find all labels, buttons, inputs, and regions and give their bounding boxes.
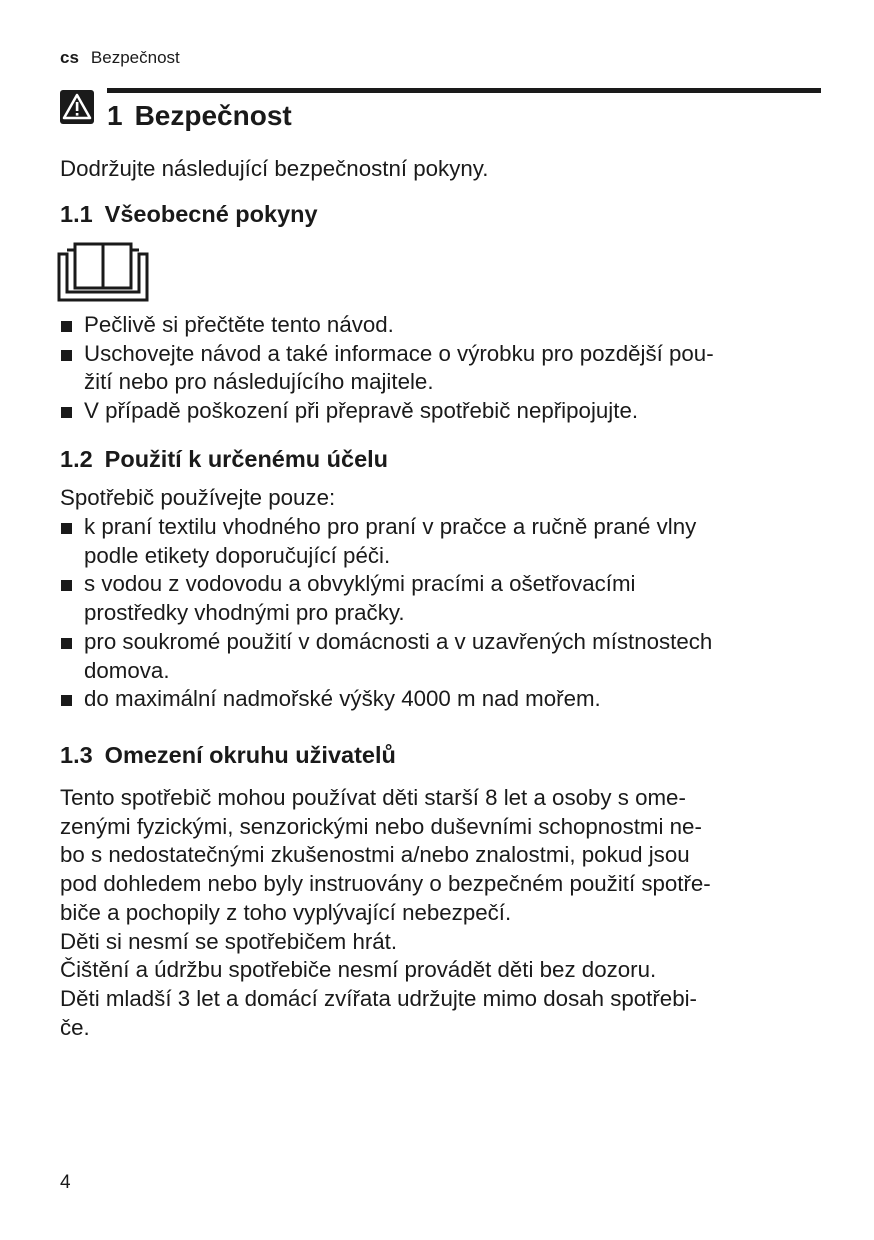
text-line: Čištění a údržbu spotřebiče nesmí provádět děti bez dozoru. [60, 957, 657, 983]
book-icon [57, 240, 149, 307]
bullet-list [60, 513, 712, 714]
list-item [60, 311, 714, 340]
section-lead: Spotřebič používejte pouze: [60, 485, 336, 510]
text-line: pro soukromé použití v domácnosti a v uzavřených místnostech [84, 628, 713, 654]
text-line: Tento spotřebič mohou používat děti starší 8 let a osoby s ome- [60, 785, 686, 810]
text-line: s vodou z vodovodu a obvyklými pracími a ošetřovacími [84, 571, 636, 597]
text-line: Uschovejte návod a také informace o výrobku pro pozdější pou- [84, 340, 714, 366]
chapter-rule [107, 88, 821, 93]
text-line: žití nebo pro následujícího majitele. [84, 369, 434, 395]
section-title: 1.2 Použití k určenému účelu [60, 446, 389, 472]
text-line: Pečlivě si přečtěte tento návod. [84, 312, 394, 337]
list-item [60, 570, 712, 627]
list-item [60, 513, 712, 570]
bullet-list [60, 311, 714, 426]
warning-icon [60, 90, 94, 124]
list-item [60, 397, 714, 426]
text-line: k praní textilu vhodného pro praní v pračce a ručně prané vlny [84, 514, 697, 539]
paragraph [60, 784, 711, 1042]
section-title: 1.1 Všeobecné pokyny [60, 201, 318, 227]
text-line: podle etikety doporučující péči. [84, 542, 391, 568]
list-item [60, 340, 714, 397]
chapter-intro: Dodržujte následující bezpečnostní pokyny. [60, 156, 489, 181]
running-header: cs Bezpečnost [60, 48, 180, 67]
text-line: če. [60, 1014, 90, 1040]
page-number: 4 [60, 1172, 71, 1193]
text-line: V případě poškození při přepravě spotřebič nepřipojujte. [84, 398, 639, 424]
text-line: zenými fyzickými, senzorickými nebo duševními schopnostmi ne- [60, 813, 702, 839]
text-line: domova. [84, 657, 170, 683]
text-line: Děti si nesmí se spotřebičem hrát. [60, 928, 398, 954]
text-line: Děti mladší 3 let a domácí zvířata udržujte mimo dosah spotřebi- [60, 985, 697, 1011]
text-line: bo s nedostatečnými zkušenostmi a/nebo znalostmi, pokud jsou [60, 842, 690, 868]
chapter-title: 1 Bezpečnost [107, 100, 292, 131]
text-line: prostředky vhodnými pro pračky. [84, 600, 405, 626]
list-item [60, 628, 712, 685]
text-line: do maximální nadmořské výšky 4000 m nad mořem. [84, 686, 601, 712]
text-line: biče a pochopily z toho vyplývající nebezpečí. [60, 899, 512, 925]
text-line: pod dohledem nebo byly instruovány o bezpečném použití spotře- [60, 871, 711, 897]
section-title: 1.3 Omezení okruhu uživatelů [60, 742, 396, 768]
list-item [60, 685, 712, 714]
